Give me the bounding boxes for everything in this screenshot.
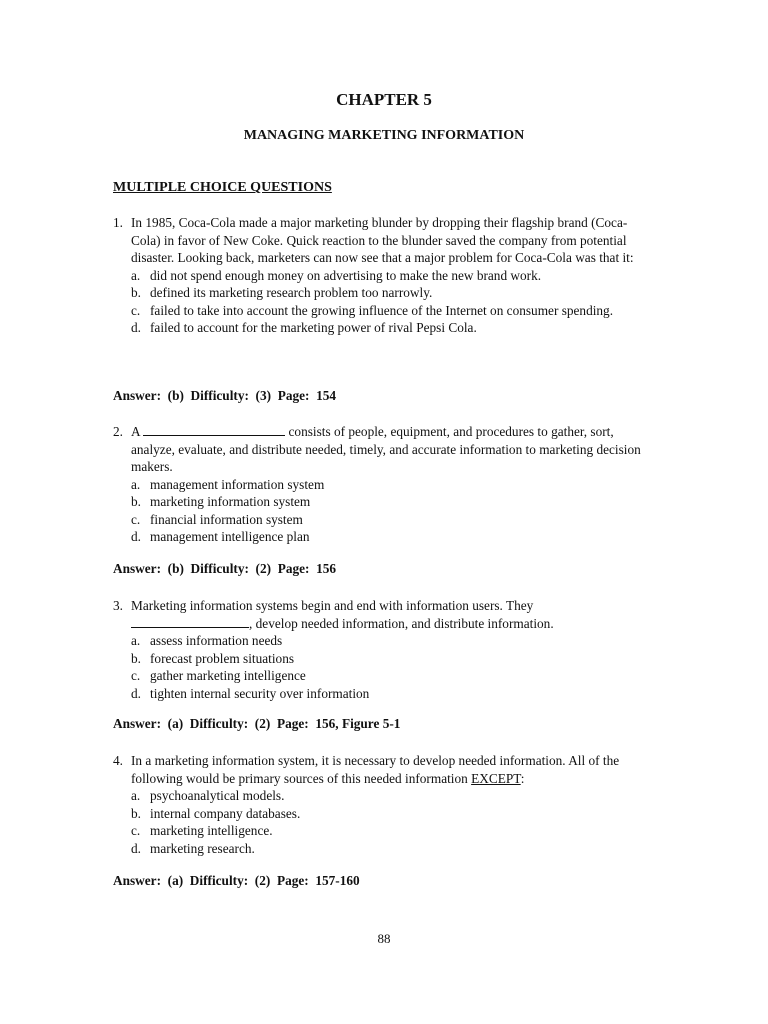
fill-in-blank — [143, 423, 285, 436]
question-1 — [113, 214, 643, 337]
question-text: Marketing information systems begin and end with information users. They , develop needed information, and distribute information. — [131, 598, 554, 631]
option-d: d. failed to account for the marketing power of rival Pepsi Cola. — [131, 320, 477, 335]
option-b: b. forecast problem situations — [131, 650, 295, 666]
question-text: In 1985, Coca-Cola made a major marketing blunder by dropping their flagship brand (Coca-Cola) in favor of New Coke. Quick reaction to the blunder saved the company from potential disaster. Looking back, marketers can now see that a major problem for Coca-Cola was that it: — [131, 215, 634, 265]
option-c: c. gather marketing intelligence — [131, 668, 306, 683]
question-number: 3. — [113, 598, 123, 613]
question-4 — [113, 752, 643, 857]
answer-options — [131, 632, 643, 702]
answer-options — [131, 267, 643, 337]
option-a: a. psychoanalytical models. — [131, 788, 285, 803]
fill-in-blank — [131, 615, 249, 628]
answer-key-3: Answer: (a) Difficulty: (2) Page: 156, Figure 5-1 — [113, 716, 401, 731]
question-number: 4. — [113, 753, 123, 768]
option-c: c. financial information system — [131, 511, 303, 527]
chapter-subtitle: MANAGING MARKETING INFORMATION — [243, 128, 525, 143]
question-2 — [113, 423, 643, 546]
question-3 — [113, 597, 643, 702]
question-text: A consists of people, equipment, and procedures to gather, sort, analyze, evaluate, and distribute needed, timely, and accurate information to marketing decision makers. — [131, 424, 641, 474]
answer-options — [131, 787, 643, 857]
option-a: a. management information system — [131, 476, 325, 492]
answer-key-4: Answer: (a) Difficulty: (2) Page: 157-160 — [113, 873, 360, 888]
option-a: a. did not spend enough money on advertising to make the new brand work. — [131, 267, 542, 283]
option-b: b. marketing information system — [131, 494, 311, 509]
option-b: b. defined its marketing research problem too narrowly. — [131, 285, 433, 300]
emphasis-text: EXCEPT — [471, 770, 521, 786]
question-number: 2. — [113, 424, 123, 439]
option-d: d. marketing research. — [131, 840, 255, 856]
page-number: 88 — [377, 931, 391, 946]
answer-key-1: Answer: (b) Difficulty: (3) Page: 154 — [113, 388, 337, 403]
section-heading: MULTIPLE CHOICE QUESTIONS — [113, 180, 332, 195]
answer-key-2: Answer: (b) Difficulty: (2) Page: 156 — [113, 561, 337, 576]
option-a: a. assess information needs — [131, 633, 283, 648]
option-d: d. management intelligence plan — [131, 529, 310, 544]
question-text: In a marketing information system, it is necessary to develop needed information. All of the following would be primary sources of this needed information EXCEPT: — [131, 753, 620, 786]
option-b: b. internal company databases. — [131, 805, 301, 821]
option-c: c. marketing intelligence. — [131, 823, 273, 838]
answer-options — [131, 476, 643, 546]
option-c: c. failed to take into account the growing influence of the Internet on consumer spending. — [131, 302, 614, 318]
option-d: d. tighten internal security over information — [131, 685, 370, 701]
chapter-title: CHAPTER 5 — [336, 90, 432, 109]
question-number: 1. — [113, 215, 123, 230]
